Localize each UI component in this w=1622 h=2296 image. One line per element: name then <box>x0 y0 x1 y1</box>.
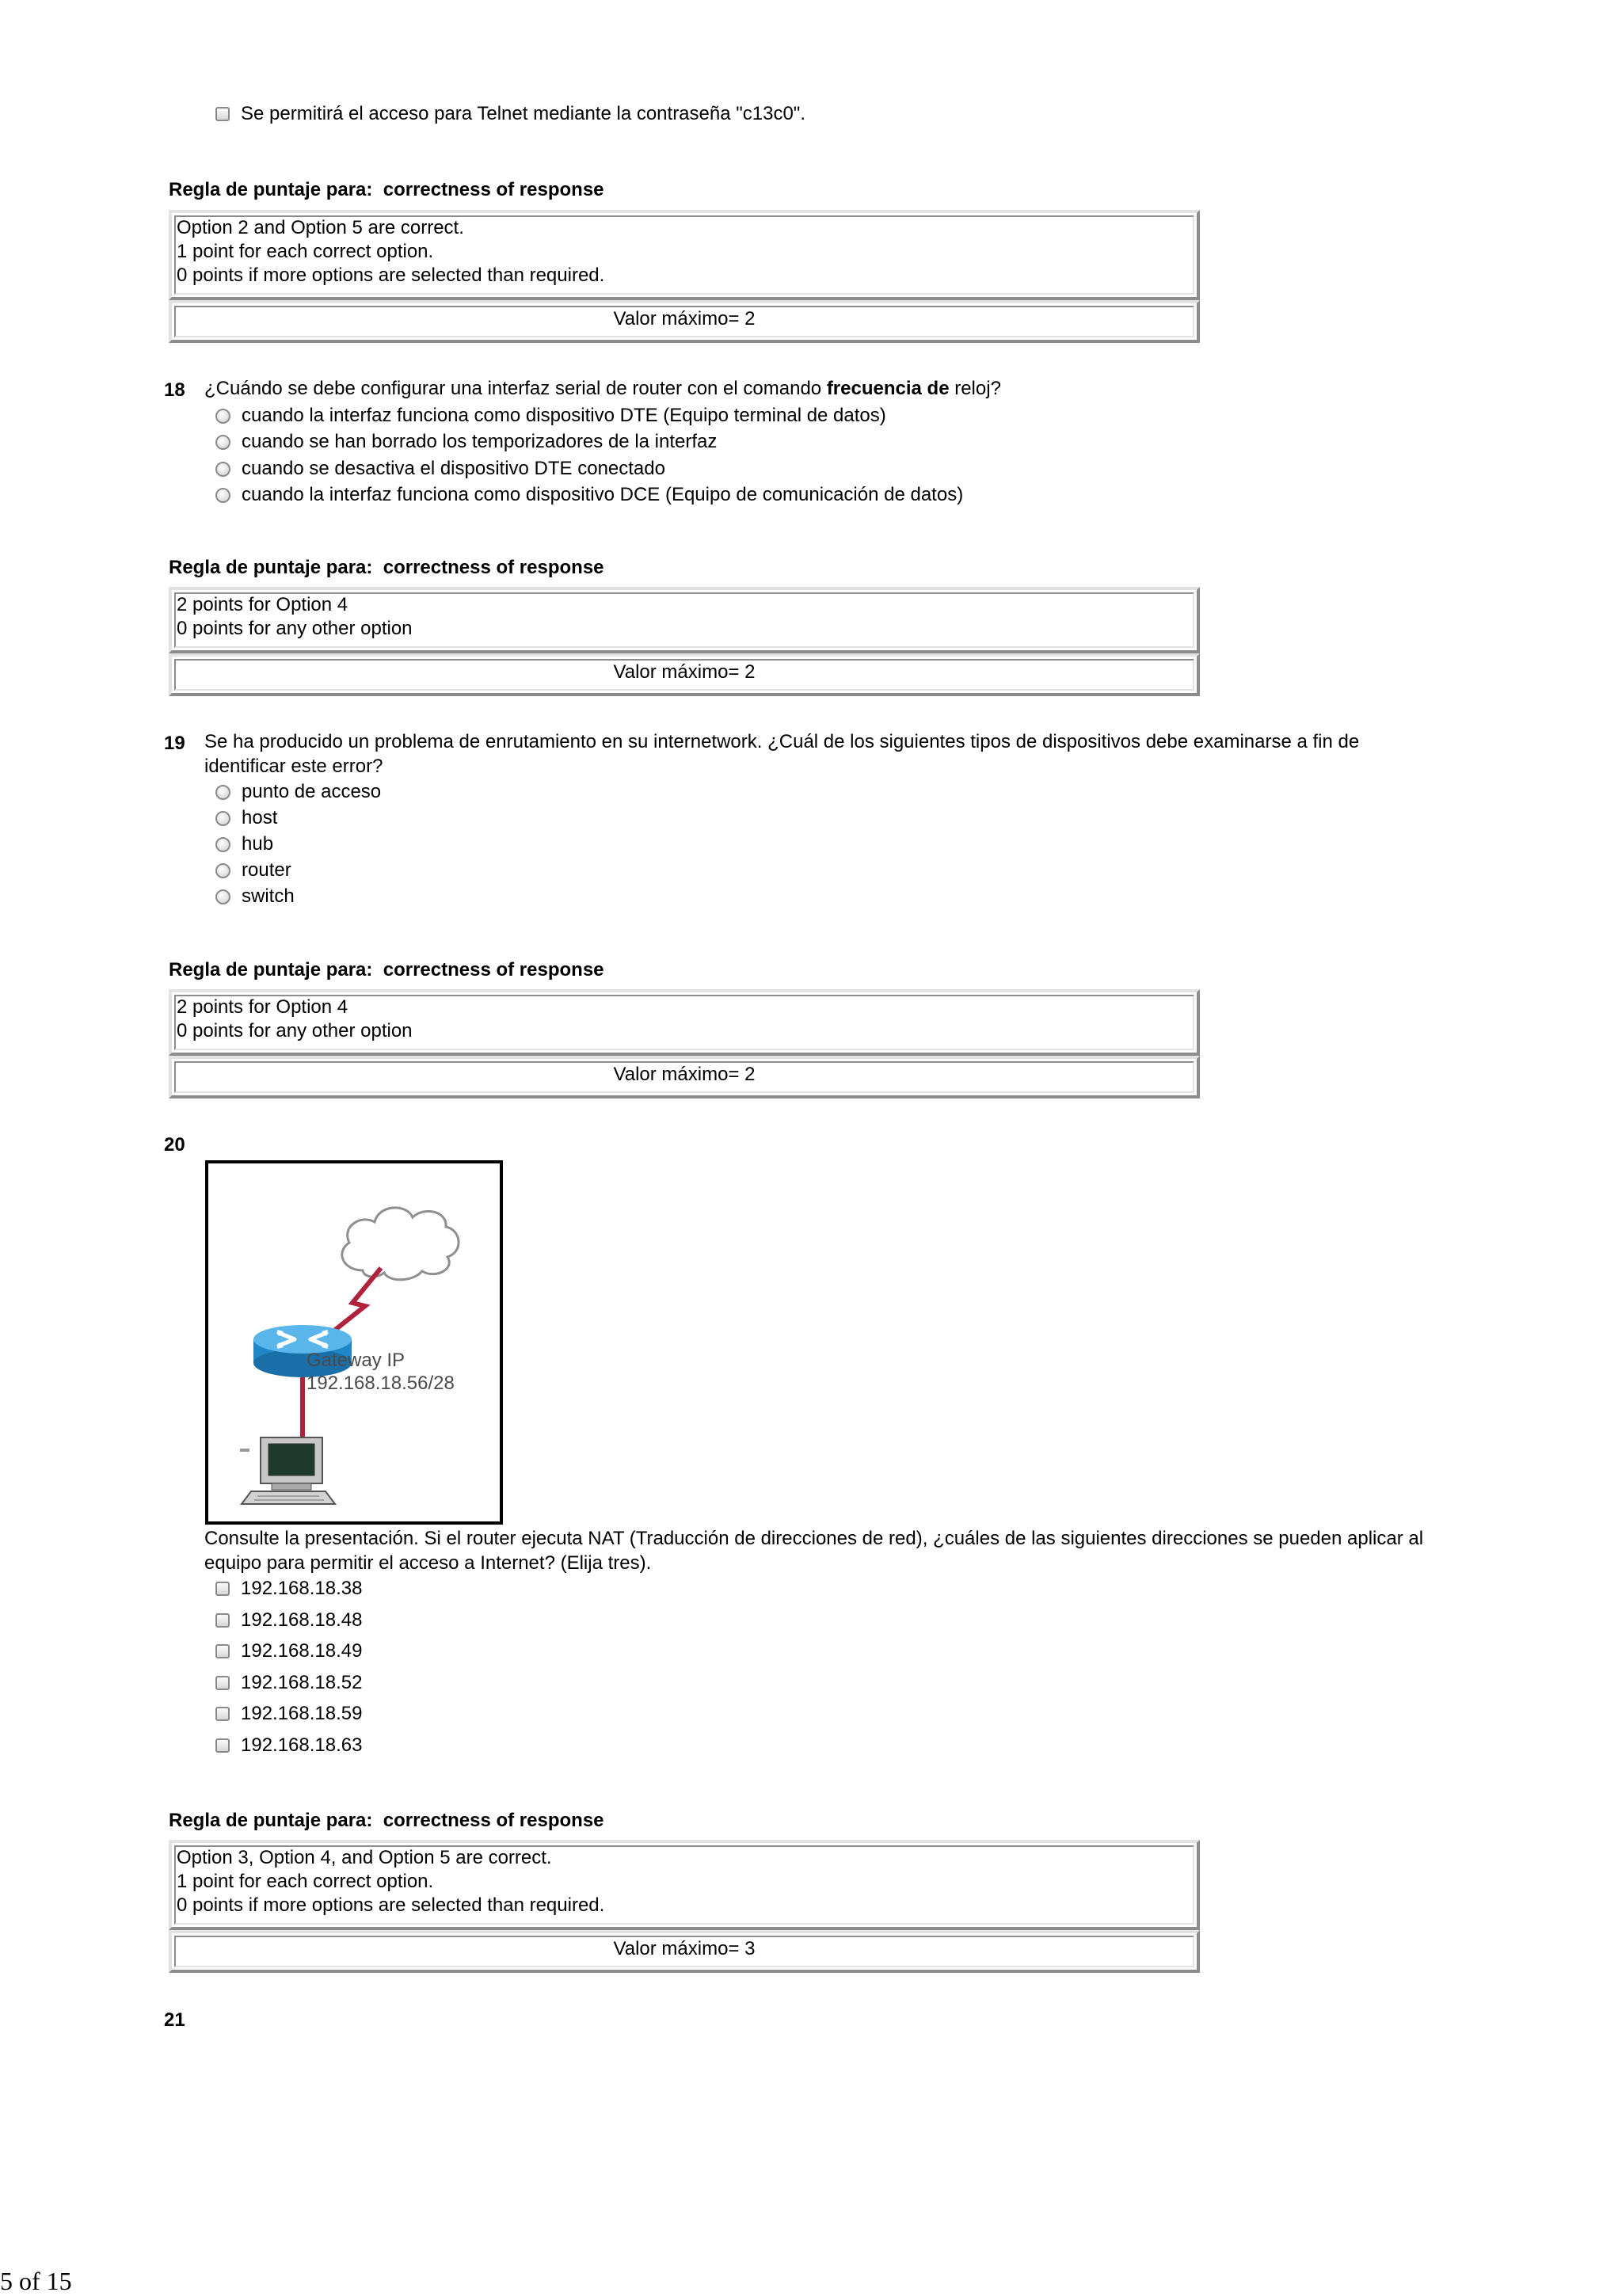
radio-button[interactable] <box>215 462 230 477</box>
q20-option-4[interactable]: 192.168.18.52 <box>215 1671 362 1695</box>
max-score-box <box>169 300 1200 343</box>
q18-option-2[interactable]: cuando se han borrado los temporizadores de la interfaz <box>215 430 717 454</box>
scoring-rule-title: Regla de puntaje para: correctness of response <box>169 959 604 980</box>
q20-option-5[interactable]: 192.168.18.59 <box>215 1702 362 1726</box>
q19-option-2[interactable]: host <box>215 806 277 830</box>
checkbox[interactable] <box>215 1676 230 1690</box>
checkbox[interactable] <box>215 107 230 121</box>
option-telnet-password[interactable] <box>215 102 805 126</box>
radio-button[interactable] <box>215 811 230 826</box>
question-text: Se ha producido un problema de enrutamiento en su internetwork. ¿Cuál de los siguientes tipos de dispositivos debe examinarse a fin de identificar este error? <box>204 731 1360 777</box>
q20-option-1[interactable]: 192.168.18.38 <box>215 1577 362 1601</box>
scoring-box: 2 points for Option 4 0 points for any other option <box>169 989 1200 1056</box>
checkbox[interactable] <box>215 1582 230 1596</box>
question-text: ¿Cuándo se debe configurar una interfaz serial de router con el comando frecuencia de reloj? <box>204 378 1001 399</box>
checkbox[interactable] <box>215 1707 230 1721</box>
max-score-box <box>169 653 1200 696</box>
scoring-rule-title: Regla de puntaje para: correctness of response <box>169 557 604 578</box>
scoring-box: Option 2 and Option 5 are correct. 1 point for each correct option. 0 points if more options are selected than required. <box>169 210 1200 300</box>
checkbox[interactable] <box>215 1613 230 1628</box>
scoring-box: 2 points for Option 4 0 points for any other option <box>169 587 1200 653</box>
q18-option-1[interactable]: cuando la interfaz funciona como dispositivo DTE (Equipo terminal de datos) <box>215 404 886 428</box>
scoring-box: Option 3, Option 4, and Option 5 are correct. 1 point for each correct option. 0 points if more options are selected than required. <box>169 1840 1200 1930</box>
q19-option-5[interactable]: switch <box>215 885 295 908</box>
max-score: Valor máximo= 2 <box>613 1064 756 1085</box>
network-exhibit <box>205 1160 503 1525</box>
cloud-icon <box>342 1208 459 1280</box>
computer-icon <box>240 1437 335 1504</box>
scoring-rule-title: Regla de puntaje para: correctness of response <box>169 179 604 200</box>
checkbox[interactable] <box>215 1738 230 1753</box>
q19-option-4[interactable]: router <box>215 859 291 882</box>
radio-button[interactable] <box>215 837 230 852</box>
radio-button[interactable] <box>215 409 230 424</box>
gateway-label: Gateway IP <box>307 1350 406 1371</box>
q20-option-6[interactable]: 192.168.18.63 <box>215 1734 362 1757</box>
question-number: 21 <box>164 2009 185 2031</box>
q19-option-1[interactable]: punto de acceso <box>215 780 381 804</box>
checkbox[interactable] <box>215 1644 230 1658</box>
max-score: Valor máximo= 2 <box>613 308 756 329</box>
max-score: Valor máximo= 2 <box>613 661 756 683</box>
radio-button[interactable] <box>215 785 230 800</box>
radio-button[interactable] <box>215 488 230 503</box>
q18-option-4[interactable]: cuando la interfaz funciona como dispositivo DCE (Equipo de comunicación de datos) <box>215 483 963 507</box>
max-score-box <box>169 1930 1200 1973</box>
question-text: Consulte la presentación. Si el router ejecuta NAT (Traducción de direcciones de red), ¿cuáles de las siguientes direcciones se pueden aplicar al equipo para permitir el acceso a Internet? (Elija tres). <box>204 1528 1424 1574</box>
question-number: 18 <box>164 379 185 401</box>
q20-option-2[interactable]: 192.168.18.48 <box>215 1609 362 1632</box>
max-score-box <box>169 1056 1200 1099</box>
q19-option-3[interactable]: hub <box>215 832 273 856</box>
page-footer: 5 of 15 <box>0 2267 72 2295</box>
q20-option-3[interactable]: 192.168.18.49 <box>215 1639 362 1663</box>
gateway-ip: 192.168.18.56/28 <box>307 1373 455 1394</box>
question-number: 20 <box>164 1134 185 1156</box>
scoring-rule-title: Regla de puntaje para: correctness of response <box>169 1810 604 1831</box>
q18-option-3[interactable]: cuando se desactiva el dispositivo DTE conectado <box>215 457 665 481</box>
radio-button[interactable] <box>215 889 230 904</box>
option-label: Se permitirá el acceso para Telnet mediante la contraseña "c13c0". <box>241 103 805 124</box>
question-number: 19 <box>164 733 185 754</box>
max-score: Valor máximo= 3 <box>613 1938 756 1959</box>
radio-button[interactable] <box>215 863 230 878</box>
radio-button[interactable] <box>215 435 230 450</box>
